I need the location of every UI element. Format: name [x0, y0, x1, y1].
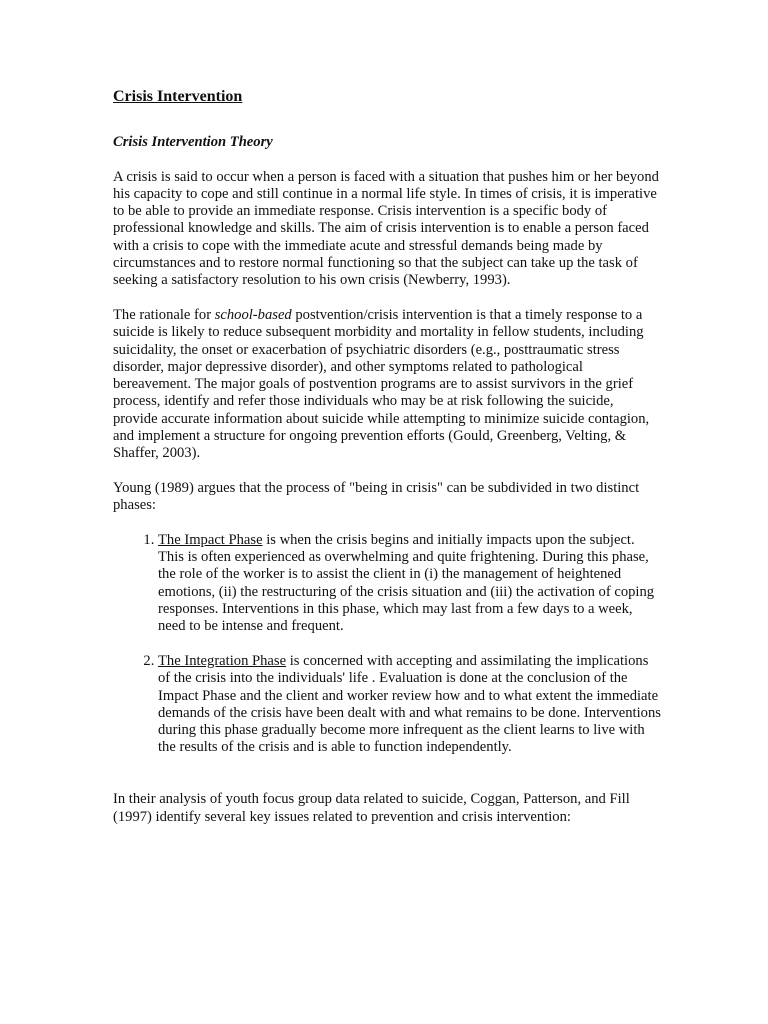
- paragraph-focus-group: In their analysis of youth focus group data related to suicide, Coggan, Patterson, and Fill (1997) identify several key issues related to prevention and crisis intervention:: [113, 791, 630, 825]
- document-title: Crisis Intervention: [113, 88, 243, 105]
- list-item-impact-phase: [158, 532, 661, 636]
- rationale-text-start: The rationale for: [113, 306, 215, 323]
- integration-phase-name: The Integration Phase: [158, 652, 287, 669]
- list-item-integration-phase: [158, 653, 661, 757]
- impact-phase-name: The Impact Phase: [158, 531, 263, 548]
- spacer: [113, 774, 661, 791]
- section-heading: Crisis Intervention Theory: [113, 134, 273, 151]
- paragraph-rationale: [113, 307, 661, 463]
- rationale-text-end: postvention/crisis intervention is that a timely response to a suicide is likely to reduce subsequent morbidity and mortality in fellow students, including suicidality, the onset or exacerbation of psychiatric disorders (e.g., posttraumatic stress disorder, major depressive disorder), and other symptoms related to pathological bereavement. The major goals of postvention programs are to assist survivors in the grief process, identify and refer those individuals who may be at risk following the suicide, provide accurate information about suicide while attempting to minimize suicide contagion, and implement a structure for ongoing prevention efforts (Gould, Greenberg, Velting, & Shaffer, 2003).: [113, 306, 650, 462]
- integration-phase-text: is concerned with accepting and assimilating the implications of the crisis into the individuals' life . Evaluation is done at the conclusion of the Impact Phase and the client and worker review how and to what extent the immediate demands of the crisis have been dealt with and what remains to be done. Interventions during this phase gradually become more infrequent as the client learns to live with the results of the crisis and is able to function independently.: [158, 652, 661, 756]
- document-page: [113, 88, 661, 843]
- paragraph-crisis-definition: A crisis is said to occur when a person is faced with a situation that pushes him or her beyond his capacity to cope and still continue in a normal life style. In times of crisis, it is imperative to be able to provide an immediate response. Crisis intervention is a specific body of professional knowledge and skills. The aim of crisis intervention is to enable a person faced with a crisis to cope with the immediate acute and stressful demands being made by circumstances and to restore normal functioning so that the subject can take up the task of seeking a satisfactory resolution to his own crisis (Newberry, 1993).: [113, 168, 659, 289]
- phases-list: [113, 532, 661, 757]
- impact-phase-text: is when the crisis begins and initially impacts upon the subject. This is often experienced as overwhelming and quite frightening. During this phase, the role of the worker is to assist the client in (i) the management of heightened emotions, (ii) the restructuring of the crisis situation and (iii) the activation of coping responses. Interventions in this phase, which may last from a few days to a week, need to be intense and frequent.: [158, 531, 655, 635]
- rationale-emphasis: school-based: [214, 306, 292, 323]
- paragraph-phases-intro: Young (1989) argues that the process of "being in crisis" can be subdivided in two distinct phases:: [113, 479, 640, 514]
